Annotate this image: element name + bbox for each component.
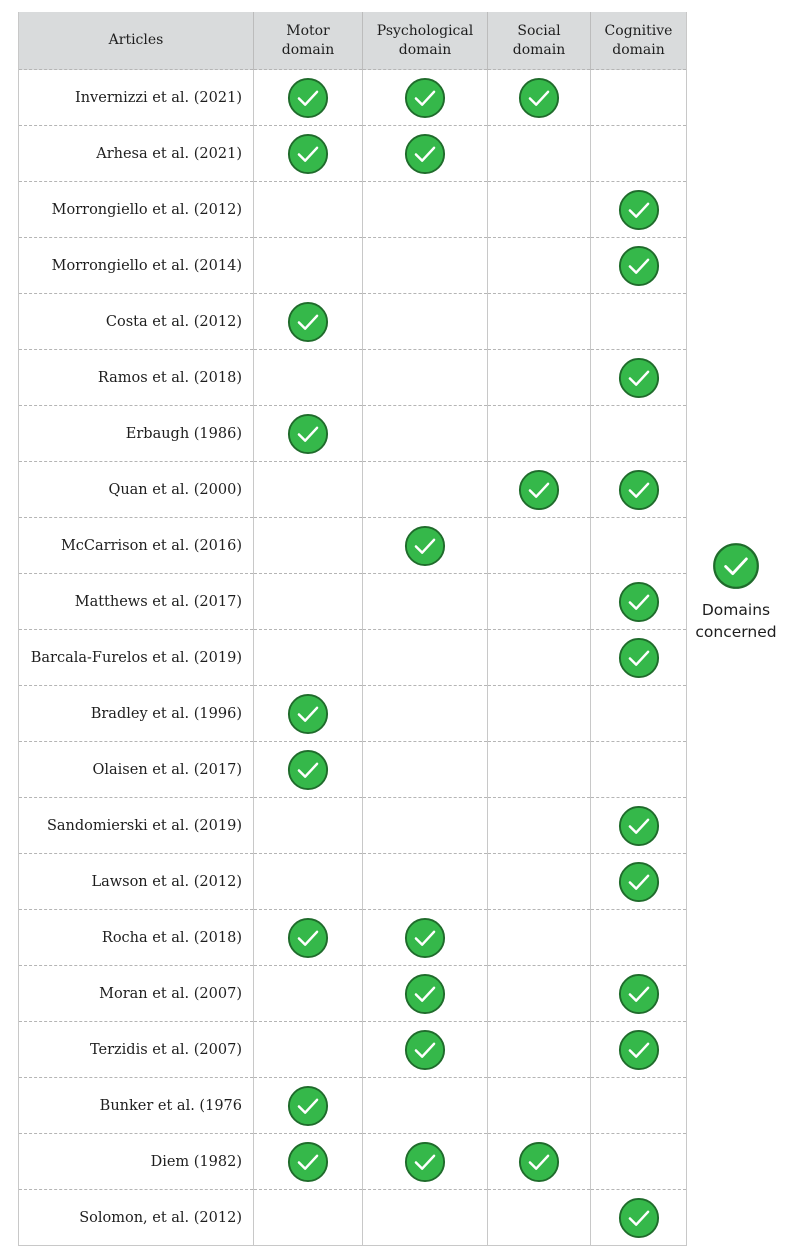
motor-domain-cell	[254, 350, 363, 406]
check-circle-icon	[618, 245, 660, 287]
cognitive-domain-cell	[591, 70, 687, 126]
motor-domain-cell	[254, 70, 363, 126]
check-circle-icon	[404, 1141, 446, 1183]
cognitive-domain-cell	[591, 798, 687, 854]
header-psychological-label: Psychological domain	[376, 22, 474, 58]
header-articles-label: Articles	[108, 32, 164, 48]
social-domain-cell	[488, 742, 591, 798]
cognitive-domain-cell	[591, 630, 687, 686]
article-citation: Sandomierski et al. (2019)	[19, 798, 254, 854]
check-circle-icon	[518, 469, 560, 511]
article-citation: Moran et al. (2007)	[19, 966, 254, 1022]
article-citation: Olaisen et al. (2017)	[19, 742, 254, 798]
motor-domain-cell	[254, 462, 363, 518]
psychological-domain-cell	[363, 798, 488, 854]
article-citation: Terzidis et al. (2007)	[19, 1022, 254, 1078]
motor-domain-cell	[254, 910, 363, 966]
header-psychological	[363, 12, 488, 70]
social-domain-cell	[488, 126, 591, 182]
motor-domain-cell	[254, 1022, 363, 1078]
header-social-label: Social domain	[512, 22, 566, 58]
header-cognitive-label: Cognitive domain	[604, 22, 673, 58]
check-circle-icon	[518, 1141, 560, 1183]
motor-domain-cell	[254, 686, 363, 742]
psychological-domain-cell	[363, 70, 488, 126]
social-domain-cell	[488, 1022, 591, 1078]
psychological-domain-cell	[363, 1022, 488, 1078]
table-row	[19, 126, 687, 182]
social-domain-cell	[488, 462, 591, 518]
check-circle-icon	[404, 1029, 446, 1071]
psychological-domain-cell	[363, 742, 488, 798]
table-row	[19, 574, 687, 630]
table-row	[19, 1190, 687, 1246]
table-row	[19, 910, 687, 966]
social-domain-cell	[488, 70, 591, 126]
article-citation: Lawson et al. (2012)	[19, 854, 254, 910]
table-row	[19, 798, 687, 854]
table-row	[19, 966, 687, 1022]
psychological-domain-cell	[363, 406, 488, 462]
social-domain-cell	[488, 630, 591, 686]
check-circle-icon	[404, 973, 446, 1015]
psychological-domain-cell	[363, 574, 488, 630]
social-domain-cell	[488, 1134, 591, 1190]
check-circle-icon	[618, 637, 660, 679]
psychological-domain-cell	[363, 686, 488, 742]
table-row	[19, 1134, 687, 1190]
social-domain-cell	[488, 350, 591, 406]
cognitive-domain-cell	[591, 1022, 687, 1078]
check-circle-icon	[712, 542, 760, 590]
table-row	[19, 70, 687, 126]
article-citation: Costa et al. (2012)	[19, 294, 254, 350]
cognitive-domain-cell	[591, 126, 687, 182]
article-citation: Erbaugh (1986)	[19, 406, 254, 462]
motor-domain-cell	[254, 966, 363, 1022]
motor-domain-cell	[254, 294, 363, 350]
header-motor-label: Motor domain	[281, 22, 335, 58]
cognitive-domain-cell	[591, 406, 687, 462]
psychological-domain-cell	[363, 294, 488, 350]
header-articles	[19, 12, 254, 70]
social-domain-cell	[488, 182, 591, 238]
social-domain-cell	[488, 966, 591, 1022]
psychological-domain-cell	[363, 630, 488, 686]
domains-table	[18, 12, 687, 1246]
article-citation: Ramos et al. (2018)	[19, 350, 254, 406]
check-circle-icon	[287, 77, 329, 119]
legend-label: Domains concerned	[695, 601, 777, 641]
article-citation: Bradley et al. (1996)	[19, 686, 254, 742]
cognitive-domain-cell	[591, 966, 687, 1022]
table-row	[19, 854, 687, 910]
cognitive-domain-cell	[591, 1134, 687, 1190]
motor-domain-cell	[254, 854, 363, 910]
psychological-domain-cell	[363, 182, 488, 238]
psychological-domain-cell	[363, 462, 488, 518]
cognitive-domain-cell	[591, 1078, 687, 1134]
article-citation: Bunker et al. (1976	[19, 1078, 254, 1134]
header-social	[488, 12, 591, 70]
social-domain-cell	[488, 1078, 591, 1134]
motor-domain-cell	[254, 1134, 363, 1190]
table-row	[19, 742, 687, 798]
table-row	[19, 686, 687, 742]
psychological-domain-cell	[363, 350, 488, 406]
cognitive-domain-cell	[591, 854, 687, 910]
cognitive-domain-cell	[591, 574, 687, 630]
motor-domain-cell	[254, 518, 363, 574]
article-citation: Morrongiello et al. (2012)	[19, 182, 254, 238]
article-citation: Matthews et al. (2017)	[19, 574, 254, 630]
cognitive-domain-cell	[591, 518, 687, 574]
social-domain-cell	[488, 238, 591, 294]
cognitive-domain-cell	[591, 238, 687, 294]
cognitive-domain-cell	[591, 742, 687, 798]
check-circle-icon	[618, 1029, 660, 1071]
check-circle-icon	[618, 1197, 660, 1239]
cognitive-domain-cell	[591, 1190, 687, 1246]
psychological-domain-cell	[363, 126, 488, 182]
table-row	[19, 1022, 687, 1078]
table-row	[19, 238, 687, 294]
check-circle-icon	[618, 805, 660, 847]
legend	[690, 542, 782, 643]
cognitive-domain-cell	[591, 910, 687, 966]
check-circle-icon	[287, 133, 329, 175]
social-domain-cell	[488, 518, 591, 574]
check-circle-icon	[287, 1085, 329, 1127]
motor-domain-cell	[254, 742, 363, 798]
cognitive-domain-cell	[591, 182, 687, 238]
article-citation: Solomon, et al. (2012)	[19, 1190, 254, 1246]
check-circle-icon	[618, 357, 660, 399]
psychological-domain-cell	[363, 910, 488, 966]
psychological-domain-cell	[363, 1134, 488, 1190]
table-row	[19, 518, 687, 574]
table-row	[19, 462, 687, 518]
motor-domain-cell	[254, 406, 363, 462]
table-row	[19, 406, 687, 462]
check-circle-icon	[618, 861, 660, 903]
table-row	[19, 182, 687, 238]
psychological-domain-cell	[363, 518, 488, 574]
social-domain-cell	[488, 294, 591, 350]
cognitive-domain-cell	[591, 294, 687, 350]
check-circle-icon	[404, 525, 446, 567]
psychological-domain-cell	[363, 1190, 488, 1246]
social-domain-cell	[488, 798, 591, 854]
psychological-domain-cell	[363, 966, 488, 1022]
article-citation: McCarrison et al. (2016)	[19, 518, 254, 574]
motor-domain-cell	[254, 1190, 363, 1246]
article-citation: Rocha et al. (2018)	[19, 910, 254, 966]
psychological-domain-cell	[363, 854, 488, 910]
social-domain-cell	[488, 854, 591, 910]
check-circle-icon	[404, 917, 446, 959]
table-row	[19, 1078, 687, 1134]
check-circle-icon	[287, 1141, 329, 1183]
table-body	[19, 70, 687, 1246]
article-citation: Invernizzi et al. (2021)	[19, 70, 254, 126]
check-circle-icon	[404, 133, 446, 175]
article-citation: Diem (1982)	[19, 1134, 254, 1190]
check-circle-icon	[618, 973, 660, 1015]
check-circle-icon	[618, 469, 660, 511]
cognitive-domain-cell	[591, 350, 687, 406]
check-circle-icon	[287, 693, 329, 735]
check-circle-icon	[287, 917, 329, 959]
cognitive-domain-cell	[591, 462, 687, 518]
cognitive-domain-cell	[591, 686, 687, 742]
social-domain-cell	[488, 686, 591, 742]
header-cognitive	[591, 12, 687, 70]
social-domain-cell	[488, 574, 591, 630]
motor-domain-cell	[254, 126, 363, 182]
social-domain-cell	[488, 910, 591, 966]
table-row	[19, 350, 687, 406]
header-motor	[254, 12, 363, 70]
check-circle-icon	[518, 77, 560, 119]
check-circle-icon	[618, 581, 660, 623]
psychological-domain-cell	[363, 238, 488, 294]
motor-domain-cell	[254, 630, 363, 686]
article-citation: Morrongiello et al. (2014)	[19, 238, 254, 294]
header-row	[19, 12, 687, 70]
article-citation: Arhesa et al. (2021)	[19, 126, 254, 182]
psychological-domain-cell	[363, 1078, 488, 1134]
check-circle-icon	[404, 77, 446, 119]
motor-domain-cell	[254, 238, 363, 294]
social-domain-cell	[488, 1190, 591, 1246]
motor-domain-cell	[254, 798, 363, 854]
motor-domain-cell	[254, 182, 363, 238]
check-circle-icon	[287, 301, 329, 343]
table-row	[19, 294, 687, 350]
article-citation: Quan et al. (2000)	[19, 462, 254, 518]
article-citation: Barcala-Furelos et al. (2019)	[19, 630, 254, 686]
check-circle-icon	[287, 413, 329, 455]
table-row	[19, 630, 687, 686]
check-circle-icon	[618, 189, 660, 231]
social-domain-cell	[488, 406, 591, 462]
motor-domain-cell	[254, 1078, 363, 1134]
check-circle-icon	[287, 749, 329, 791]
motor-domain-cell	[254, 574, 363, 630]
